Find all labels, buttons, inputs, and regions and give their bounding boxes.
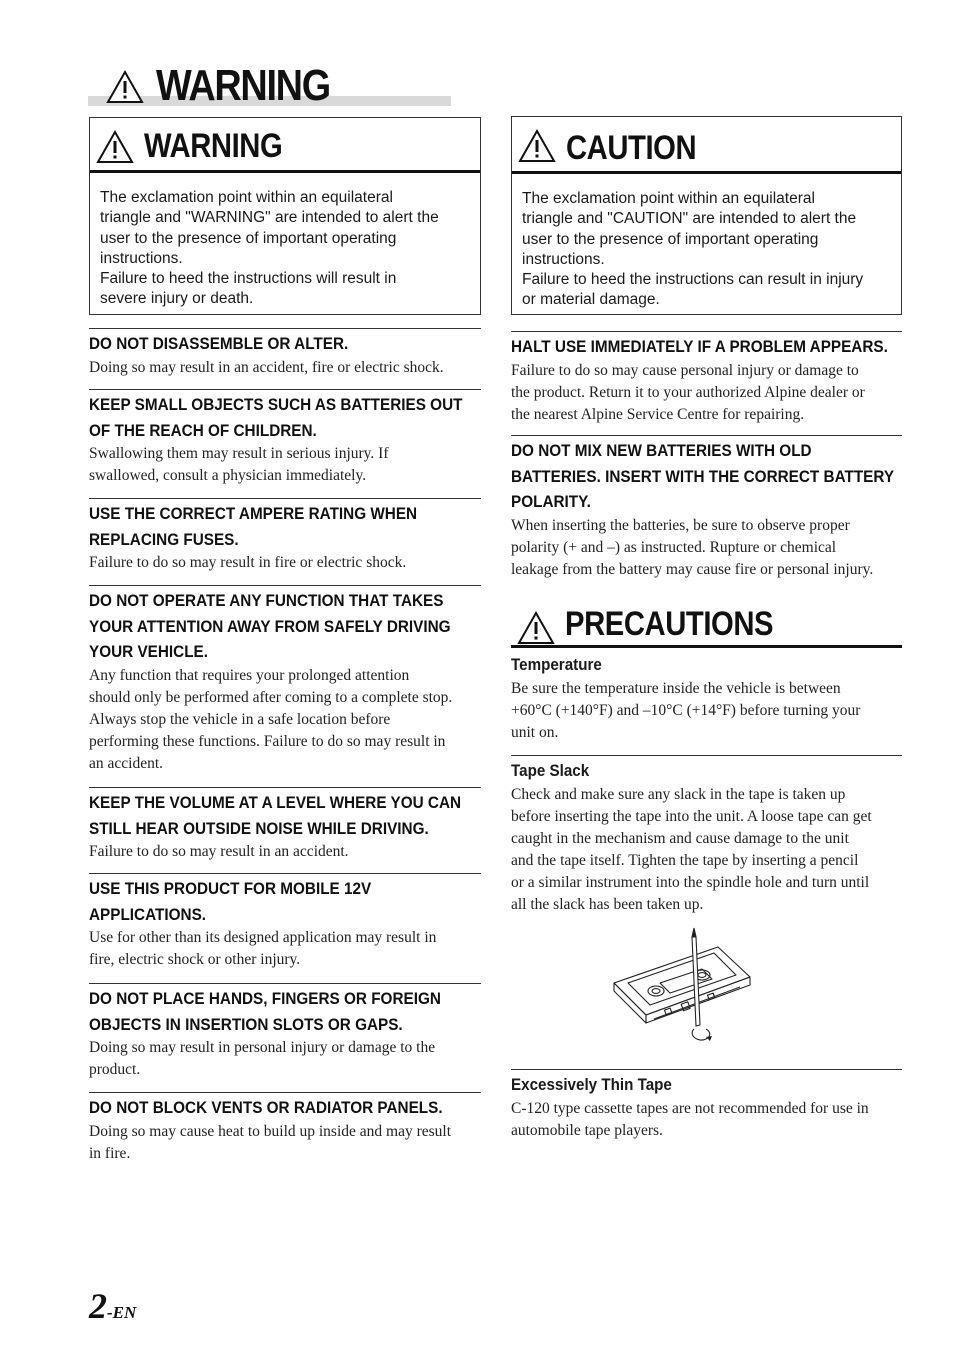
caution-triangle-icon xyxy=(518,129,556,163)
box-line: The exclamation point within an equilateral xyxy=(100,189,393,206)
precaution-thin-tape xyxy=(511,1069,902,1142)
box-line: Failure to heed the instructions can result in injury xyxy=(522,271,864,289)
page-number-suffix: -EN xyxy=(107,1303,137,1322)
caution-section xyxy=(511,435,902,581)
section-heading: USE THE CORRECT AMPERE RATING WHEN REPLACING FUSES. xyxy=(89,504,418,549)
precaution-body: Check and make sure any slack in the tape is taken up before inserting the tape into the unit. A loose tape can get caught in the mechanism and cause damage to the unit and the tape itself. Tighten the tape by inserting a pencil or a similar instrument into the spindle hole and turn until all the slack has been taken up. xyxy=(511,786,872,913)
box-line: user to the presence of important operating xyxy=(100,229,397,247)
caution-box-text xyxy=(512,174,901,311)
box-line: severe injury or death. xyxy=(100,290,254,308)
section-body: Use for other than its designed application may result in fire, electric shock or other injury. xyxy=(89,929,437,968)
page-number-value: 2 xyxy=(89,1286,107,1326)
precaution-heading: Tape Slack xyxy=(511,762,590,780)
section-heading: KEEP SMALL OBJECTS SUCH AS BATTERIES OUT OF THE REACH OF CHILDREN. xyxy=(89,395,463,440)
warning-triangle-icon xyxy=(106,70,144,104)
precaution-heading: Excessively Thin Tape xyxy=(511,1076,672,1094)
warning-box-text xyxy=(90,173,480,310)
warning-section xyxy=(89,1092,481,1165)
section-heading: DO NOT OPERATE ANY FUNCTION THAT TAKES YOUR ATTENTION AWAY FROM SAFELY DRIVING YOUR VEHICLE. xyxy=(89,591,451,661)
section-body: Doing so may cause heat to build up inside and may result in fire. xyxy=(89,1122,452,1162)
warning-section xyxy=(89,983,481,1081)
page-number xyxy=(89,1285,136,1327)
box-line: Failure to heed the instructions will result in xyxy=(100,270,397,288)
box-line: triangle and "CAUTION" are intended to alert the xyxy=(522,210,857,228)
section-body: Failure to do so may result in an accident. xyxy=(89,843,349,860)
section-body: Failure to do so may result in fire or electric shock. xyxy=(89,554,407,571)
warning-box-header xyxy=(90,118,480,173)
cassette-pencil-illustration xyxy=(610,925,760,1050)
caution-box-title: CAUTION xyxy=(566,129,697,167)
caution-section xyxy=(511,331,902,426)
box-line: or material damage. xyxy=(522,291,660,309)
box-line: The exclamation point within an equilateral xyxy=(522,190,815,207)
box-line: instructions. xyxy=(522,250,605,268)
section-body: Doing so may result in an accident, fire or electric shock. xyxy=(89,358,444,376)
precaution-tape-slack xyxy=(511,755,902,916)
section-body: Swallowing them may result in serious injury. If swallowed, consult a physician immediately. xyxy=(89,445,389,484)
page-title: WARNING xyxy=(156,61,330,110)
warning-section xyxy=(89,328,481,379)
precaution-body: C-120 type cassette tapes are not recommended for use in automobile tape players. xyxy=(511,1100,869,1139)
section-heading: KEEP THE VOLUME AT A LEVEL WHERE YOU CAN STILL HEAR OUTSIDE NOISE WHILE DRIVING. xyxy=(89,793,462,838)
section-body: Doing so may result in personal injury or damage to the product. xyxy=(89,1039,436,1078)
warning-box-title: WARNING xyxy=(144,127,283,165)
section-body: Failure to do so may cause personal injury or damage to the product. Return it to your authorized Alpine dealer or the nearest Alpine Service Centre for repairing. xyxy=(511,361,865,423)
warning-box xyxy=(89,117,481,315)
section-heading: DO NOT MIX NEW BATTERIES WITH OLD BATTERIES. INSERT WITH THE CORRECT BATTERY POLARITY. xyxy=(511,441,895,511)
section-heading: DO NOT BLOCK VENTS OR RADIATOR PANELS. xyxy=(89,1098,443,1117)
precaution-body: Be sure the temperature inside the vehicle is between +60°C (+140°F) and –10°C (+14°F) before turning your unit on. xyxy=(511,680,861,741)
warning-section xyxy=(89,585,481,775)
section-body: Any function that requires your prolonged attention should only be performed after coming to a complete stop. Always stop the vehicle in a safe location before performing these functions. Failure to do so may result in an accident. xyxy=(89,666,453,772)
section-heading: DO NOT DISASSEMBLE OR ALTER. xyxy=(89,334,349,353)
precaution-triangle-icon xyxy=(517,611,555,645)
warning-triangle-icon xyxy=(96,130,134,164)
box-line: user to the presence of important operating xyxy=(522,230,819,248)
warning-section xyxy=(89,787,481,863)
warning-section xyxy=(89,389,481,487)
caution-box-header xyxy=(512,117,901,174)
warning-section xyxy=(89,498,481,574)
section-body: When inserting the batteries, be sure to observe proper polarity (+ and –) as instructed. Rupture or chemical leakage from the battery may cause fire or personal injury. xyxy=(511,516,874,578)
warning-section xyxy=(89,873,481,971)
precaution-heading: Temperature xyxy=(511,656,602,674)
section-heading: HALT USE IMMEDIATELY IF A PROBLEM APPEARS. xyxy=(511,337,888,356)
precaution-temperature xyxy=(511,650,902,744)
box-line: instructions. xyxy=(100,249,183,267)
caution-box xyxy=(511,116,902,315)
page-title-block xyxy=(88,62,453,108)
section-heading: USE THIS PRODUCT FOR MOBILE 12V APPLICATIONS. xyxy=(89,879,372,924)
precautions-heading xyxy=(511,602,902,648)
box-line: triangle and "WARNING" are intended to alert the xyxy=(100,209,439,227)
section-heading: DO NOT PLACE HANDS, FINGERS OR FOREIGN OBJECTS IN INSERTION SLOTS OR GAPS. xyxy=(89,989,441,1034)
precautions-title: PRECAUTIONS xyxy=(565,605,774,643)
